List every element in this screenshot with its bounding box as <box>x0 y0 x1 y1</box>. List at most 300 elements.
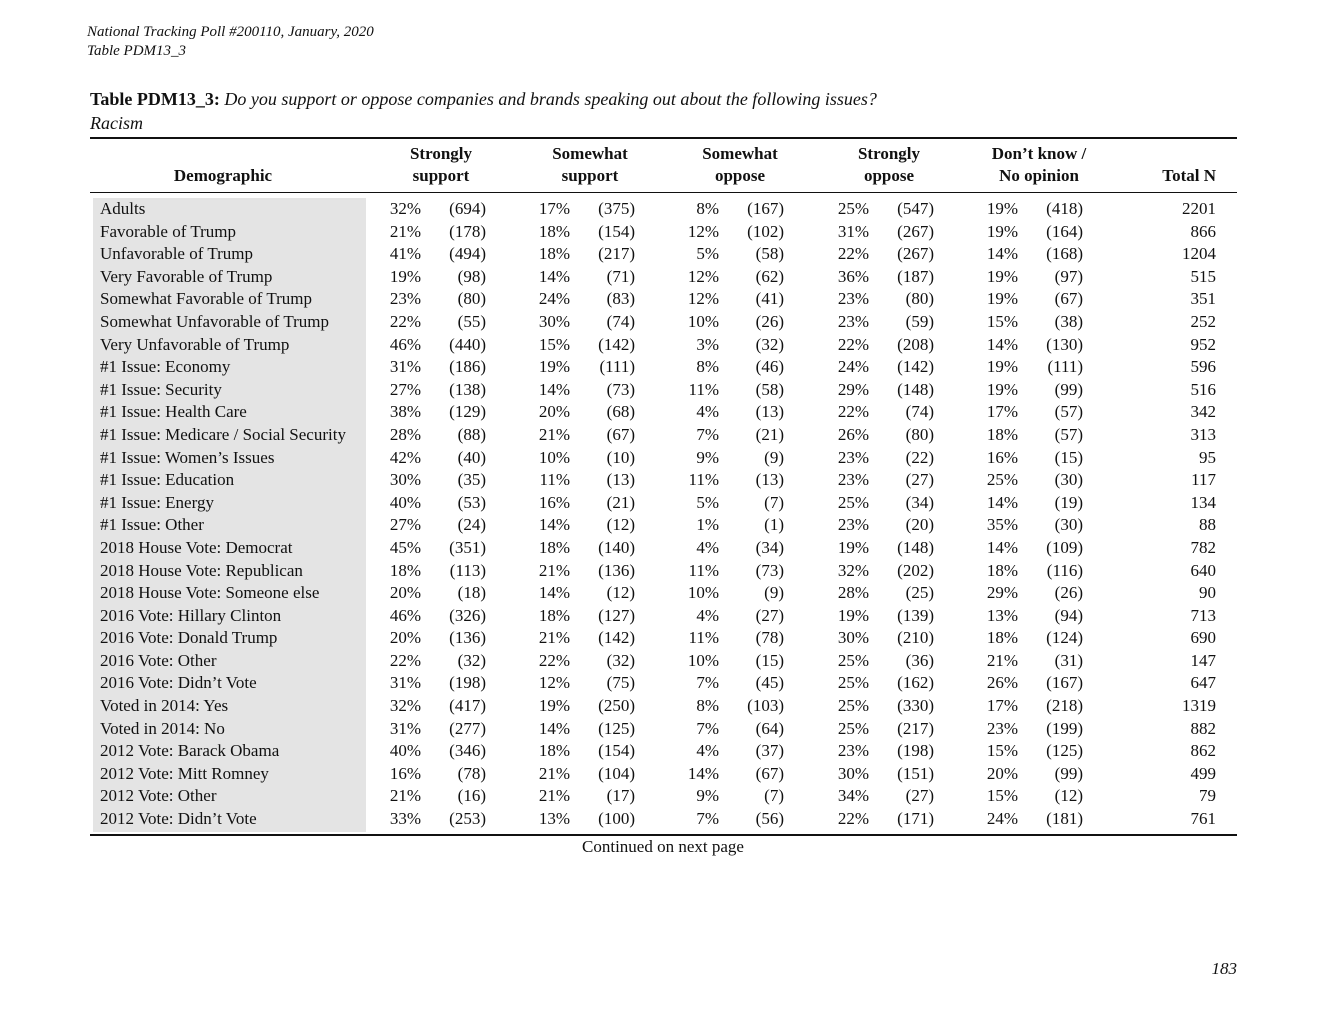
count-cell: (125) <box>1046 741 1083 761</box>
percent-cell: 16% <box>389 763 421 783</box>
percent-cell: 11% <box>688 379 719 399</box>
percent-cell: 19% <box>538 696 570 716</box>
table-row <box>0 311 1320 334</box>
total-n-cell: 252 <box>1190 311 1216 331</box>
percent-cell: 22% <box>538 650 570 670</box>
total-n-cell: 761 <box>1190 809 1216 829</box>
table-row <box>0 560 1320 583</box>
percent-cell: 7% <box>696 809 719 829</box>
column-header-line: No opinion <box>999 166 1079 185</box>
total-n-cell: 351 <box>1190 289 1216 309</box>
percent-cell: 25% <box>837 650 869 670</box>
percent-cell: 23% <box>837 741 869 761</box>
percent-cell: 14% <box>986 537 1018 557</box>
count-cell: (418) <box>1046 199 1083 218</box>
percent-cell: 25% <box>837 673 869 693</box>
count-cell: (83) <box>606 289 635 309</box>
count-cell: (67) <box>606 424 635 444</box>
percent-cell: 10% <box>687 650 719 670</box>
count-cell: (26) <box>1054 583 1083 603</box>
count-cell: (22) <box>905 447 934 467</box>
percent-cell: 32% <box>837 560 869 580</box>
count-cell: (30) <box>1054 470 1083 490</box>
demographic-label: #1 Issue: Other <box>100 515 204 535</box>
total-n-cell: 515 <box>1190 266 1216 286</box>
column-header-line: oppose <box>714 166 766 185</box>
percent-cell: 9% <box>696 447 719 467</box>
count-cell: (21) <box>755 424 784 444</box>
demographic-label: #1 Issue: Medicare / Social Security <box>100 424 346 444</box>
count-cell: (13) <box>755 402 784 422</box>
page-number: 183 <box>1211 959 1237 978</box>
percent-cell: 29% <box>986 583 1018 603</box>
percent-cell: 26% <box>986 673 1018 693</box>
percent-cell: 14% <box>538 583 570 603</box>
count-cell: (1) <box>764 515 784 535</box>
count-cell: (74) <box>606 311 635 331</box>
percent-cell: 18% <box>538 221 570 241</box>
percent-cell: 19% <box>986 266 1018 286</box>
total-n-cell: 147 <box>1190 650 1216 670</box>
percent-cell: 7% <box>696 424 719 444</box>
demographic-label: Adults <box>100 199 146 218</box>
percent-cell: 10% <box>687 583 719 603</box>
total-n-cell: 952 <box>1190 334 1216 354</box>
count-cell: (199) <box>1046 718 1083 738</box>
demographic-label: #1 Issue: Energy <box>100 492 214 512</box>
percent-cell: 33% <box>389 809 421 829</box>
count-cell: (136) <box>598 560 635 580</box>
percent-cell: 18% <box>538 741 570 761</box>
percent-cell: 31% <box>389 673 421 693</box>
percent-cell: 10% <box>687 311 719 331</box>
percent-cell: 40% <box>389 741 421 761</box>
count-cell: (129) <box>449 402 486 422</box>
count-cell: (53) <box>457 492 486 512</box>
table-row <box>0 492 1320 515</box>
count-cell: (330) <box>897 696 934 716</box>
count-cell: (12) <box>606 583 635 603</box>
count-cell: (351) <box>449 537 486 557</box>
percent-cell: 30% <box>837 763 869 783</box>
percent-cell: 38% <box>389 402 421 422</box>
count-cell: (73) <box>606 379 635 399</box>
percent-cell: 40% <box>389 492 421 512</box>
percent-cell: 35% <box>986 515 1018 535</box>
percent-cell: 5% <box>696 492 719 512</box>
count-cell: (162) <box>897 673 934 693</box>
percent-cell: 32% <box>389 199 421 218</box>
percent-cell: 23% <box>986 718 1018 738</box>
count-cell: (186) <box>449 357 486 377</box>
count-cell: (109) <box>1046 537 1083 557</box>
demographic-label: Unfavorable of Trump <box>100 244 253 264</box>
count-cell: (171) <box>897 809 934 829</box>
count-cell: (34) <box>905 492 934 512</box>
count-cell: (62) <box>755 266 784 286</box>
column-header-strongly-support <box>381 143 501 187</box>
percent-cell: 12% <box>687 289 719 309</box>
count-cell: (167) <box>747 199 784 218</box>
count-cell: (154) <box>598 741 635 761</box>
column-header-line: support <box>412 166 470 185</box>
percent-cell: 15% <box>986 311 1018 331</box>
demographic-label: Voted in 2014: No <box>100 718 225 738</box>
count-cell: (148) <box>897 537 934 557</box>
count-cell: (15) <box>1054 447 1083 467</box>
count-cell: (17) <box>606 786 635 806</box>
table-row <box>0 605 1320 628</box>
count-cell: (111) <box>599 357 635 377</box>
total-n-cell: 516 <box>1190 379 1216 399</box>
percent-cell: 19% <box>986 379 1018 399</box>
percent-cell: 21% <box>538 560 570 580</box>
count-cell: (267) <box>897 221 934 241</box>
count-cell: (59) <box>905 311 934 331</box>
count-cell: (167) <box>1046 673 1083 693</box>
count-cell: (21) <box>606 492 635 512</box>
count-cell: (37) <box>755 741 784 761</box>
total-n-cell: 1204 <box>1182 244 1216 264</box>
percent-cell: 25% <box>837 199 869 218</box>
table-row <box>0 808 1320 831</box>
count-cell: (136) <box>449 628 486 648</box>
demographic-label: 2012 Vote: Mitt Romney <box>100 763 269 783</box>
count-cell: (32) <box>606 650 635 670</box>
table-row <box>0 740 1320 763</box>
percent-cell: 14% <box>538 718 570 738</box>
count-cell: (32) <box>755 334 784 354</box>
percent-cell: 23% <box>837 470 869 490</box>
column-header-somewhat-oppose <box>680 143 800 187</box>
count-cell: (9) <box>764 583 784 603</box>
percent-cell: 15% <box>986 786 1018 806</box>
count-cell: (57) <box>1054 402 1083 422</box>
column-header-total-n: Total N <box>1162 166 1216 185</box>
count-cell: (27) <box>905 470 934 490</box>
percent-cell: 22% <box>837 334 869 354</box>
count-cell: (34) <box>755 537 784 557</box>
total-n-cell: 134 <box>1190 492 1216 512</box>
count-cell: (346) <box>449 741 486 761</box>
count-cell: (104) <box>598 763 635 783</box>
table-row <box>0 695 1320 718</box>
percent-cell: 10% <box>538 447 570 467</box>
count-cell: (113) <box>449 560 486 580</box>
count-cell: (24) <box>457 515 486 535</box>
demographic-label: Somewhat Favorable of Trump <box>100 289 313 309</box>
count-cell: (218) <box>1046 696 1083 716</box>
table-row <box>0 785 1320 808</box>
count-cell: (181) <box>1046 809 1083 829</box>
percent-cell: 28% <box>389 424 421 444</box>
running-header-table: Table PDM13_3 <box>87 43 187 59</box>
percent-cell: 11% <box>688 560 719 580</box>
count-cell: (494) <box>449 244 486 264</box>
count-cell: (20) <box>905 515 934 535</box>
percent-cell: 27% <box>389 379 421 399</box>
top-rule <box>90 137 1237 139</box>
table-row <box>0 334 1320 357</box>
percent-cell: 21% <box>538 786 570 806</box>
count-cell: (45) <box>755 673 784 693</box>
percent-cell: 4% <box>696 402 719 422</box>
total-n-cell: 596 <box>1190 357 1216 377</box>
percent-cell: 24% <box>986 809 1018 829</box>
percent-cell: 24% <box>837 357 869 377</box>
percent-cell: 11% <box>688 470 719 490</box>
percent-cell: 23% <box>837 311 869 331</box>
total-n-cell: 862 <box>1190 741 1216 761</box>
percent-cell: 29% <box>837 379 869 399</box>
count-cell: (99) <box>1054 379 1083 399</box>
percent-cell: 12% <box>687 266 719 286</box>
table-row <box>0 198 1320 221</box>
count-cell: (35) <box>457 470 486 490</box>
percent-cell: 23% <box>837 289 869 309</box>
percent-cell: 14% <box>687 763 719 783</box>
column-header-line: Somewhat <box>552 144 628 163</box>
count-cell: (198) <box>897 741 934 761</box>
count-cell: (111) <box>1047 357 1083 377</box>
percent-cell: 20% <box>389 628 421 648</box>
count-cell: (12) <box>1054 786 1083 806</box>
percent-cell: 46% <box>389 334 421 354</box>
count-cell: (142) <box>598 334 635 354</box>
total-n-cell: 647 <box>1190 673 1216 693</box>
total-n-cell: 95 <box>1199 447 1216 467</box>
percent-cell: 28% <box>837 583 869 603</box>
percent-cell: 25% <box>837 718 869 738</box>
percent-cell: 22% <box>837 809 869 829</box>
percent-cell: 20% <box>538 402 570 422</box>
percent-cell: 25% <box>986 470 1018 490</box>
count-cell: (71) <box>606 266 635 286</box>
count-cell: (55) <box>457 311 486 331</box>
demographic-label: #1 Issue: Security <box>100 379 222 399</box>
percent-cell: 30% <box>837 628 869 648</box>
count-cell: (217) <box>897 718 934 738</box>
percent-cell: 45% <box>389 537 421 557</box>
count-cell: (68) <box>606 402 635 422</box>
demographic-label: Very Unfavorable of Trump <box>100 334 290 354</box>
count-cell: (98) <box>457 266 486 286</box>
percent-cell: 19% <box>837 537 869 557</box>
count-cell: (210) <box>897 628 934 648</box>
table-row <box>0 243 1320 266</box>
total-n-cell: 882 <box>1190 718 1216 738</box>
column-header-line: Strongly <box>409 144 473 163</box>
count-cell: (198) <box>449 673 486 693</box>
table-row <box>0 650 1320 673</box>
count-cell: (375) <box>598 199 635 218</box>
demographic-label: #1 Issue: Education <box>100 470 235 490</box>
total-n-cell: 1319 <box>1182 696 1216 716</box>
count-cell: (67) <box>755 763 784 783</box>
count-cell: (148) <box>897 379 934 399</box>
column-header-strongly-oppose <box>829 143 949 187</box>
count-cell: (78) <box>457 763 486 783</box>
percent-cell: 24% <box>538 289 570 309</box>
percent-cell: 27% <box>389 515 421 535</box>
total-n-cell: 117 <box>1191 470 1216 490</box>
count-cell: (151) <box>897 763 934 783</box>
percent-cell: 12% <box>687 221 719 241</box>
count-cell: (26) <box>755 311 784 331</box>
count-cell: (58) <box>755 379 784 399</box>
percent-cell: 18% <box>538 537 570 557</box>
table-row <box>0 424 1320 447</box>
percent-cell: 25% <box>837 492 869 512</box>
count-cell: (164) <box>1046 221 1083 241</box>
percent-cell: 13% <box>538 809 570 829</box>
percent-cell: 14% <box>986 244 1018 264</box>
count-cell: (417) <box>449 696 486 716</box>
percent-cell: 18% <box>986 560 1018 580</box>
percent-cell: 11% <box>539 470 570 490</box>
percent-cell: 41% <box>389 244 421 264</box>
table-row <box>0 627 1320 650</box>
table-row <box>0 582 1320 605</box>
table-row <box>0 266 1320 289</box>
count-cell: (46) <box>755 357 784 377</box>
count-cell: (64) <box>755 718 784 738</box>
demographic-label: #1 Issue: Economy <box>100 357 231 377</box>
count-cell: (116) <box>1046 560 1083 580</box>
count-cell: (154) <box>598 221 635 241</box>
table-row <box>0 718 1320 741</box>
total-n-cell: 342 <box>1190 402 1216 422</box>
percent-cell: 17% <box>538 199 570 218</box>
percent-cell: 8% <box>696 696 719 716</box>
count-cell: (326) <box>449 605 486 625</box>
count-cell: (41) <box>755 289 784 309</box>
total-n-cell: 782 <box>1190 537 1216 557</box>
percent-cell: 18% <box>538 605 570 625</box>
column-header-dont-know <box>969 143 1109 187</box>
column-header-line: support <box>561 166 619 185</box>
count-cell: (27) <box>905 786 934 806</box>
percent-cell: 19% <box>538 357 570 377</box>
percent-cell: 18% <box>986 424 1018 444</box>
percent-cell: 23% <box>837 515 869 535</box>
percent-cell: 19% <box>986 199 1018 218</box>
count-cell: (9) <box>764 447 784 467</box>
percent-cell: 21% <box>538 763 570 783</box>
count-cell: (139) <box>897 605 934 625</box>
total-n-cell: 640 <box>1190 560 1216 580</box>
percent-cell: 15% <box>986 741 1018 761</box>
percent-cell: 18% <box>538 244 570 264</box>
count-cell: (25) <box>905 583 934 603</box>
count-cell: (7) <box>764 492 784 512</box>
count-cell: (30) <box>1054 515 1083 535</box>
count-cell: (7) <box>764 786 784 806</box>
count-cell: (58) <box>755 244 784 264</box>
table-row <box>0 379 1320 402</box>
count-cell: (253) <box>449 809 486 829</box>
count-cell: (80) <box>905 424 934 444</box>
column-header-line: Somewhat <box>702 144 778 163</box>
percent-cell: 8% <box>696 199 719 218</box>
percent-cell: 21% <box>389 221 421 241</box>
count-cell: (67) <box>1054 289 1083 309</box>
percent-cell: 30% <box>389 470 421 490</box>
count-cell: (142) <box>598 628 635 648</box>
continued-note: Continued on next page <box>582 837 744 856</box>
total-n-cell: 499 <box>1190 763 1216 783</box>
total-n-cell: 313 <box>1190 424 1216 444</box>
percent-cell: 5% <box>696 244 719 264</box>
percent-cell: 14% <box>538 515 570 535</box>
demographic-label: Somewhat Unfavorable of Trump <box>100 311 330 331</box>
percent-cell: 4% <box>696 537 719 557</box>
count-cell: (32) <box>457 650 486 670</box>
table-row <box>0 447 1320 470</box>
count-cell: (12) <box>606 515 635 535</box>
percent-cell: 31% <box>389 718 421 738</box>
count-cell: (74) <box>905 402 934 422</box>
percent-cell: 20% <box>389 583 421 603</box>
count-cell: (138) <box>449 379 486 399</box>
count-cell: (13) <box>755 470 784 490</box>
demographic-label: 2012 Vote: Didn’t Vote <box>100 809 257 829</box>
count-cell: (27) <box>755 605 784 625</box>
percent-cell: 34% <box>837 786 869 806</box>
table-row <box>0 763 1320 786</box>
percent-cell: 4% <box>696 741 719 761</box>
percent-cell: 19% <box>389 266 421 286</box>
count-cell: (100) <box>598 809 635 829</box>
count-cell: (168) <box>1046 244 1083 264</box>
count-cell: (127) <box>598 605 635 625</box>
count-cell: (142) <box>897 357 934 377</box>
demographic-label: #1 Issue: Health Care <box>100 402 247 422</box>
total-n-cell: 90 <box>1199 583 1216 603</box>
count-cell: (36) <box>905 650 934 670</box>
count-cell: (88) <box>457 424 486 444</box>
count-cell: (202) <box>897 560 934 580</box>
table-title-label: Table PDM13_3: <box>90 89 220 109</box>
percent-cell: 14% <box>986 492 1018 512</box>
column-header-line: Don’t know / <box>991 144 1087 163</box>
percent-cell: 21% <box>538 424 570 444</box>
table-subtitle: Racism <box>90 113 143 133</box>
percent-cell: 8% <box>696 357 719 377</box>
demographic-label: 2012 Vote: Other <box>100 786 217 806</box>
percent-cell: 22% <box>389 650 421 670</box>
percent-cell: 21% <box>538 628 570 648</box>
percent-cell: 16% <box>986 447 1018 467</box>
table-row <box>0 401 1320 424</box>
count-cell: (80) <box>905 289 934 309</box>
table-row <box>0 221 1320 244</box>
column-header-line: oppose <box>863 166 915 185</box>
percent-cell: 14% <box>538 379 570 399</box>
percent-cell: 9% <box>696 786 719 806</box>
count-cell: (99) <box>1054 763 1083 783</box>
demographic-label: 2018 House Vote: Democrat <box>100 537 293 557</box>
column-header-line: Strongly <box>857 144 921 163</box>
count-cell: (124) <box>1046 628 1083 648</box>
column-header-somewhat-support <box>530 143 650 187</box>
percent-cell: 26% <box>837 424 869 444</box>
percent-cell: 36% <box>837 266 869 286</box>
count-cell: (31) <box>1054 650 1083 670</box>
percent-cell: 14% <box>986 334 1018 354</box>
table-question: Do you support or oppose companies and brands speaking out about the following issues? <box>224 89 877 109</box>
percent-cell: 19% <box>986 289 1018 309</box>
